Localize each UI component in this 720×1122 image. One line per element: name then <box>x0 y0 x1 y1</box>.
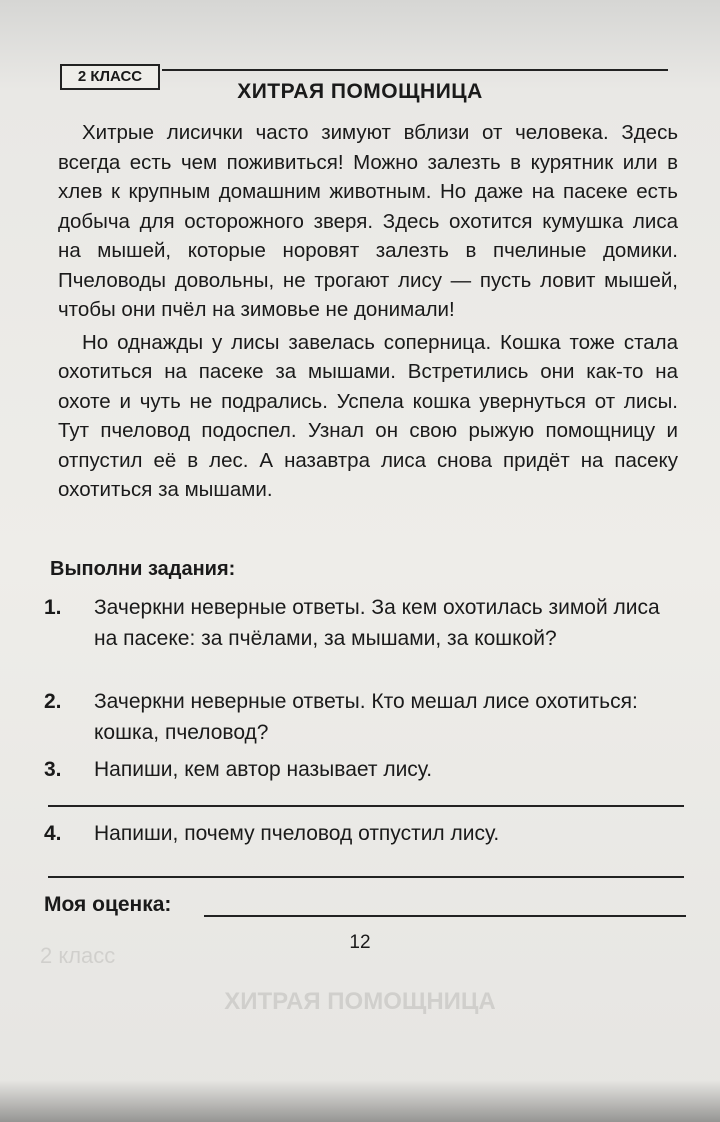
tasks-heading: Выполни задания: <box>50 558 236 580</box>
ghost-title: ХИТРАЯ ПОМОЩНИЦА <box>224 988 496 1015</box>
page-number: 12 <box>349 932 371 953</box>
task-1 <box>44 592 684 654</box>
task-number: 4. <box>44 822 62 845</box>
ghost-class-label: 2 класс <box>40 943 116 968</box>
page-title: ХИТРАЯ ПОМОЩНИЦА <box>237 80 483 103</box>
page-edge-shadow <box>0 1080 720 1122</box>
answer-line-4[interactable] <box>48 876 684 878</box>
task-4 <box>44 818 684 849</box>
task-text: Зачеркни неверные ответы. Кто мешал лисе охотиться: кошка, пчеловод? <box>94 690 638 744</box>
task-number: 1. <box>44 596 62 619</box>
story-paragraph-1: Хитрые лисички часто зимуют вблизи от человека. Здесь всегда есть чем поживиться! Можно залезть в курятник или в хлев к крупным домашним животным. Но даже на пасеке есть добыча для осторожного зверя. Здесь охотится кумушка лиса на мышей, которые норовят залезть в пчелиные домики. Пчеловоды довольны, не трогают лису — пусть ловит мышей, чтобы они пчёл на зимовье не донимали! <box>58 121 678 321</box>
grade-label: Моя оценка: <box>44 893 172 916</box>
task-number: 3. <box>44 758 62 781</box>
answer-line-3[interactable] <box>48 805 684 807</box>
task-text: Напиши, почему пчеловод отпустил лису. <box>94 822 500 845</box>
header-rule <box>162 69 668 71</box>
story-text <box>58 118 678 508</box>
class-label: 2 КЛАСС <box>60 64 160 90</box>
task-3 <box>44 754 684 785</box>
task-text: Напиши, кем автор называет лису. <box>94 758 433 781</box>
task-text: Зачеркни неверные ответы. За кем охотилась зимой лиса на пасеке: за пчёлами, за мышами, за кошкой? <box>94 596 660 650</box>
grade-line[interactable] <box>204 915 686 917</box>
task-number: 2. <box>44 690 62 713</box>
task-2 <box>44 686 684 748</box>
story-paragraph-2: Но однажды у лисы завелась соперница. Кошка тоже стала охотиться на пасеке за мышами. Встретились они как-то на охоте и чуть не подрались. Успела кошка увернуться от лисы. Тут пчеловод подоспел. Узнал он свою рыжую помощницу и отпустил её в лес. А назавтра лиса снова придёт на пасеку охотиться за мышами. <box>58 330 678 501</box>
